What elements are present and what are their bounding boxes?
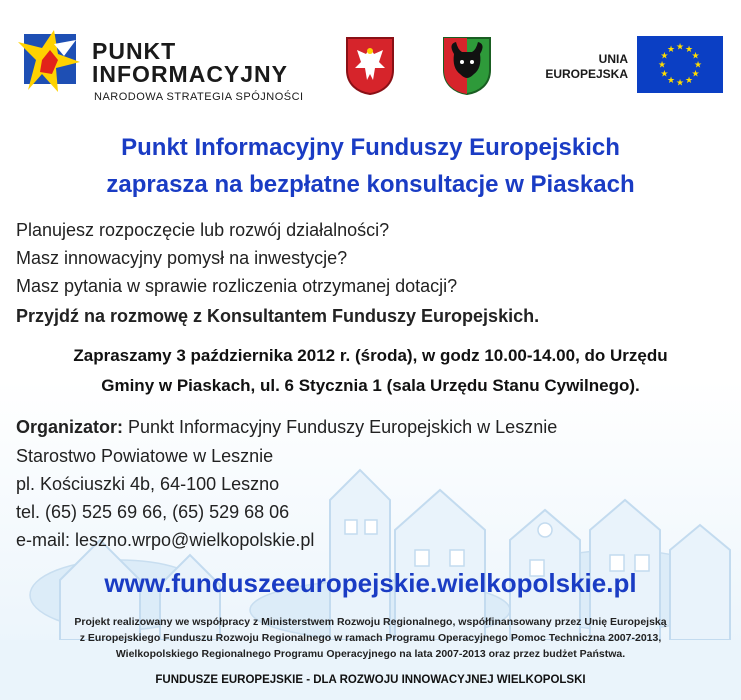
organizer-name: Punkt Informacyjny Funduszy Europejskich w Lesznie	[123, 417, 558, 437]
eu-star-icon: ★	[675, 42, 685, 53]
question-2: Masz innowacyjny pomysł na inwestycje?	[16, 248, 348, 268]
eu-star-icon: ★	[666, 44, 676, 55]
pi-subtitle: NARODOWA STRATEGIA SPÓJNOŚCI	[94, 91, 304, 103]
pi-title-line1: PUNKT	[92, 38, 177, 64]
unia-europejska-label	[530, 52, 628, 82]
organizer-address: pl. Kościuszki 4b, 64-100 Leszno	[16, 474, 280, 494]
eu-star-icon: ★	[675, 78, 685, 89]
eu-star-icon: ★	[660, 51, 669, 62]
question-3: Masz pytania w sprawie rozliczenia otrzymanej dotacji?	[16, 276, 458, 296]
eu-star-icon: ★	[691, 69, 700, 80]
footer-line2: z Europejskiego Funduszu Rozwoju Regionalnego w ramach Programu Operacyjnego Pomoc Techniczna 2007-2013,	[79, 632, 662, 644]
invitation-line2: Gminy w Piaskach, ul. 6 Stycznia 1 (sala Urzędu Stanu Cywilnego).	[101, 376, 640, 395]
punkt-informacyjny-star-logo	[14, 30, 80, 96]
wielkopolska-eagle-crest	[343, 34, 397, 96]
website-link[interactable]: www.funduszeeuropejskie.wielkopolskie.pl	[104, 568, 637, 598]
ue-label-line2: EUROPEJSKA	[545, 67, 628, 81]
footer-line3: Wielkopolskiego Regionalnego Programu Operacyjnego na lata 2007-2013 oraz przez budżet Państwa.	[115, 648, 626, 660]
pi-title-line2: INFORMACYJNY	[92, 61, 289, 87]
eu-star-icon: ★	[657, 60, 667, 71]
organizer-line	[16, 417, 557, 438]
call-to-action: Przyjdź na rozmowę z Konsultantem Funduszy Europejskich.	[16, 306, 540, 326]
leszno-county-crest	[440, 34, 494, 96]
organizer-office: Starostwo Powiatowe w Lesznie	[16, 446, 274, 466]
ue-label-line1: UNIA	[598, 52, 628, 66]
headline-line2: zaprasza na bezpłatne konsultacje w Piaskach	[106, 171, 635, 198]
question-1: Planujesz rozpoczęcie lub rozwój działalności?	[16, 220, 390, 240]
eu-star-icon: ★	[666, 76, 676, 87]
eu-star-icon: ★	[684, 44, 694, 55]
organizer-label: Organizator:	[16, 417, 124, 437]
eu-flag	[637, 36, 723, 93]
footer-line1: Projekt realizowany we współpracy z Ministerstwem Rozwoju Regionalnego, współfinansowany przez Unię Europejską	[74, 616, 667, 628]
footer-motto: FUNDUSZE EUROPEJSKIE - DLA ROZWOJU INNOWACYJNEJ WIELKOPOLSKI	[155, 674, 586, 686]
headline-line1: Punkt Informacyjny Funduszy Europejskich	[121, 134, 620, 161]
eu-star-icon: ★	[691, 51, 700, 62]
organizer-phone: tel. (65) 525 69 66, (65) 529 68 06	[16, 502, 290, 522]
eu-star-icon: ★	[660, 69, 669, 80]
eu-star-icon: ★	[684, 76, 694, 87]
organizer-email: e-mail: leszno.wrpo@wielkopolskie.pl	[16, 530, 315, 550]
invitation-line1: Zapraszamy 3 października 2012 r. (środa), w godz 10.00-14.00, do Urzędu	[73, 346, 668, 365]
eu-star-icon: ★	[693, 60, 703, 71]
punkt-informacyjny-title	[92, 40, 288, 86]
